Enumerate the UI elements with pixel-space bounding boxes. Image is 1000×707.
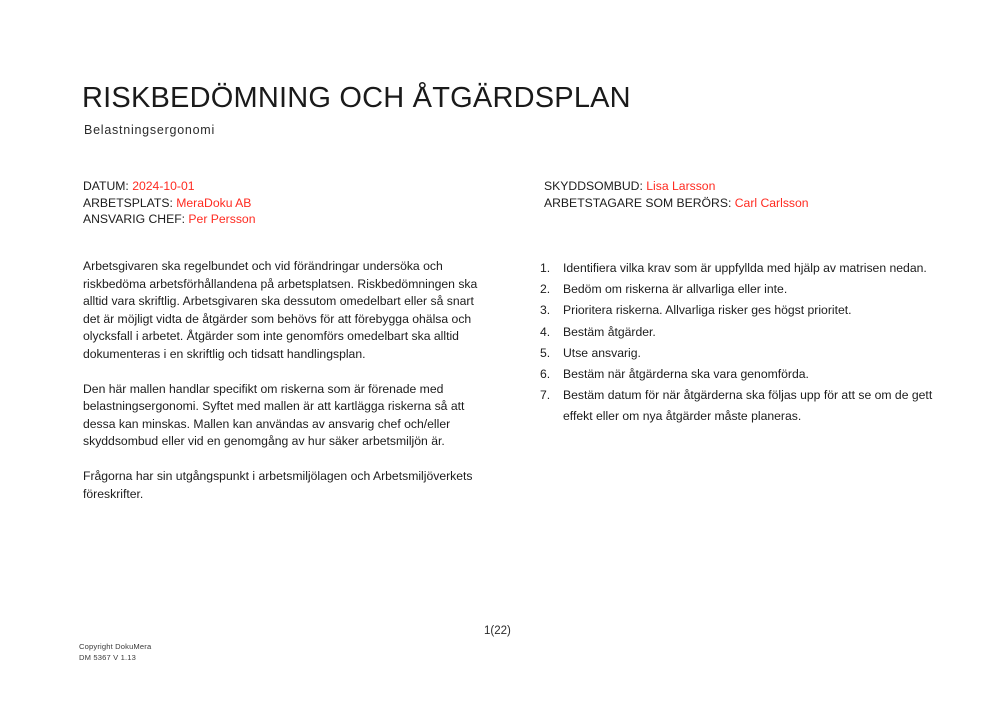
intro-paragraph-1: Arbetsgivaren ska regelbundet och vid förändringar undersöka och riskbedöma arbetsförhållandena på arbetsplatsen. Riskbedömningen ska alltid vara skriftlig. Arbetsgivaren ska dessutom omedelbart eller så snart det är möjligt vidta de åtgärder som behövs för att förebygga ohälsa och olycksfall i arbetet. Åtgärder som inte genomförs omedelbart ska alltid dokumenteras i en skriftlig och tidsatt handlingsplan. <box>83 259 478 361</box>
step-text: Prioritera riskerna. Allvarliga risker ges högst prioritet. <box>563 303 852 318</box>
metadata-row-ansvarig-chef <box>83 211 503 228</box>
metadata-label-arbetsplats: ARBETSPLATS: <box>83 195 173 210</box>
metadata-label-skyddsombud: SKYDDSOMBUD: <box>544 179 643 193</box>
metadata-row-arbetsplats <box>83 195 503 212</box>
metadata-value-arbetsplats: MeraDoku AB <box>176 195 252 210</box>
metadata-value-ansvarig-chef: Per Persson <box>188 212 256 227</box>
step-number: 4. <box>540 324 551 339</box>
metadata-value-arbetstagare: Carl Carlsson <box>734 195 809 210</box>
metadata-value-datum: 2024-10-01 <box>132 179 195 193</box>
metadata-row-arbetstagare <box>544 195 944 212</box>
metadata-row-skyddsombud <box>544 178 944 195</box>
intro-paragraph-3: Frågorna har sin utgångspunkt i arbetsmiljölagen och Arbetsmiljöverkets föreskrifter. <box>83 468 473 501</box>
metadata-value-skyddsombud: Lisa Larsson <box>646 179 716 193</box>
page-number: 1(22) <box>484 625 511 637</box>
metadata-row-datum <box>83 178 503 195</box>
footer-copyright: Copyright DokuMera <box>79 642 152 651</box>
step-number: 7. <box>540 388 551 403</box>
step-number: 2. <box>540 282 551 297</box>
step-number: 6. <box>540 367 551 382</box>
step-text: Identifiera vilka krav som är uppfyllda med hjälp av matrisen nedan. <box>563 261 927 275</box>
step-number: 1. <box>540 261 551 275</box>
step-text: Bestäm när åtgärderna ska vara genomförda. <box>563 367 809 382</box>
metadata-left-column <box>83 178 503 228</box>
steps-column <box>534 258 934 428</box>
footer <box>79 642 151 663</box>
page-title: RISKBEDÖMNING OCH ÅTGÄRDSPLAN <box>82 82 631 114</box>
step-text: Utse ansvarig. <box>563 345 641 360</box>
intro-text-column <box>83 258 483 503</box>
metadata-label-arbetstagare: ARBETSTAGARE SOM BERÖRS: <box>544 195 732 210</box>
step-text: Bedöm om riskerna är allvarliga eller inte. <box>563 282 788 297</box>
step-number: 5. <box>540 345 551 360</box>
footer-document-code: DM 5367 V 1.13 <box>79 652 136 662</box>
list-item <box>534 322 934 343</box>
step-number: 3. <box>540 303 551 318</box>
list-item <box>534 300 934 321</box>
metadata-label-ansvarig-chef: ANSVARIG CHEF: <box>83 212 186 227</box>
list-item <box>534 364 934 385</box>
list-item <box>534 279 934 300</box>
list-item <box>534 343 934 364</box>
list-item <box>534 385 934 427</box>
list-item <box>534 258 934 279</box>
step-text: Bestäm åtgärder. <box>563 324 656 339</box>
metadata-label-datum: DATUM: <box>83 179 129 193</box>
document-header <box>82 82 922 137</box>
metadata-right-column <box>544 178 944 211</box>
intro-paragraph-2: Den här mallen handlar specifikt om riskerna som är förenade med belastningsergonomi. Syftet med mallen är att kartlägga riskerna så att dessa kan minskas. Mallen kan användas av ansvarig chef och/eller skyddsombud eller vid en genomgång av hur säker arbetsmiljön är. <box>83 381 465 449</box>
page-subtitle: Belastningsergonomi <box>84 123 215 138</box>
step-text: Bestäm datum för när åtgärderna ska följas upp för att se om de gett effekt eller om nya åtgärder måste planeras. <box>563 388 933 424</box>
steps-list <box>534 258 934 428</box>
